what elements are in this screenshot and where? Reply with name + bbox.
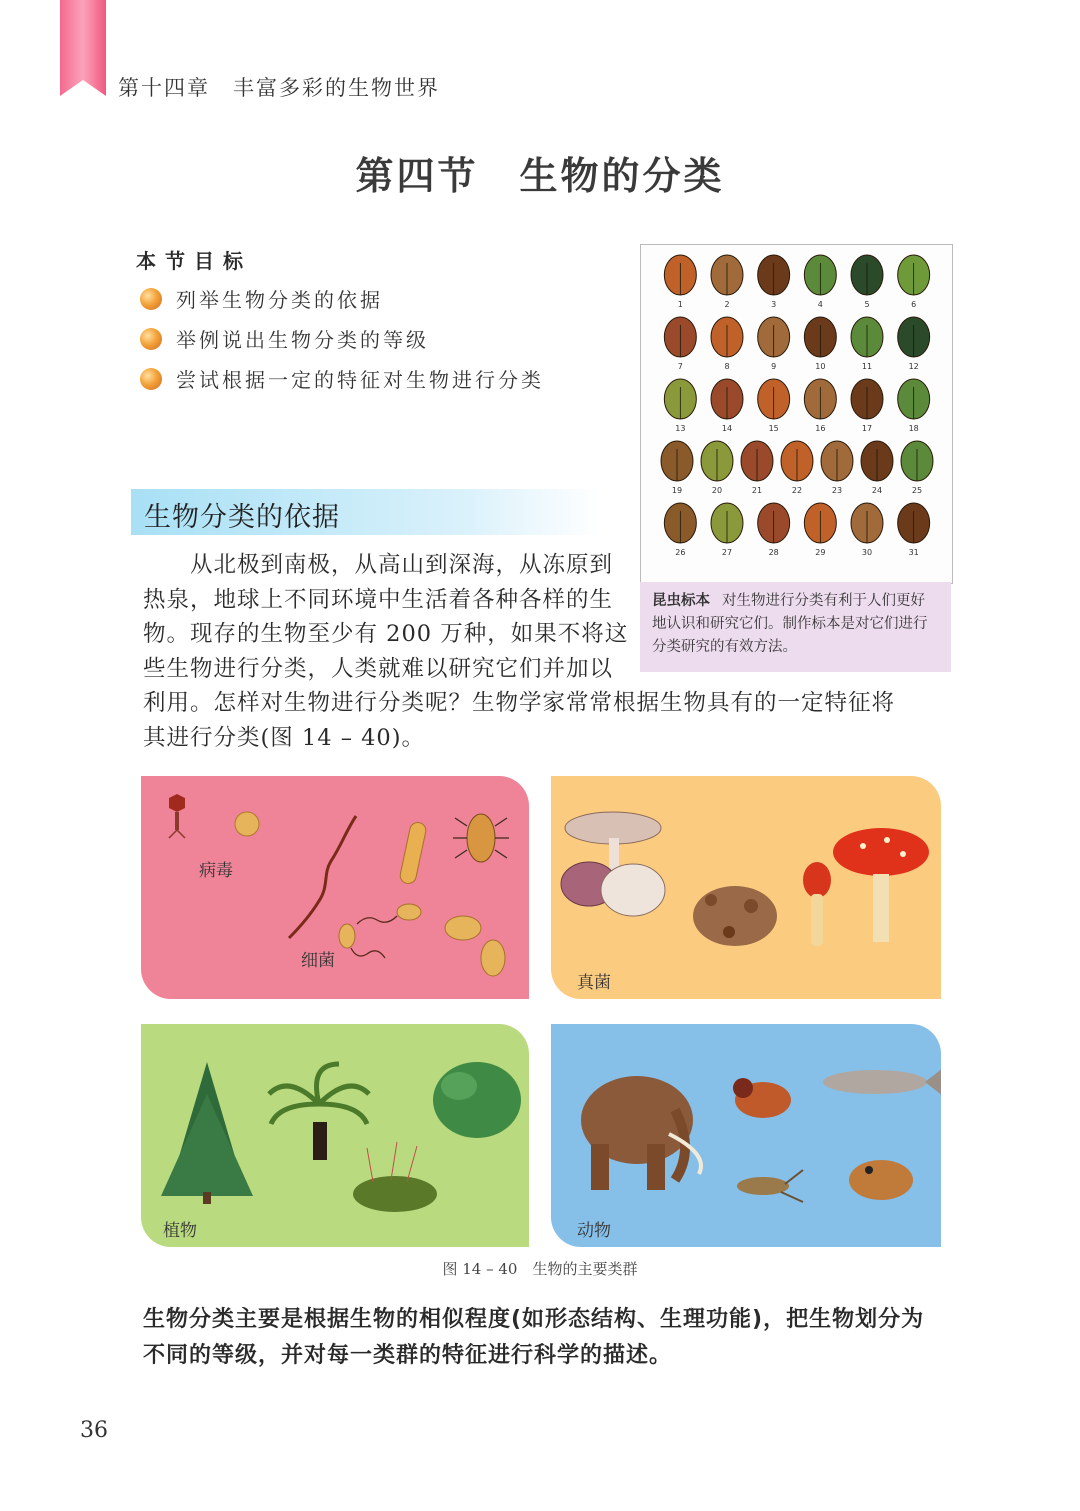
panel-plants: [141, 1024, 529, 1247]
bullet-icon: [140, 288, 162, 310]
bullet-icon: [140, 368, 162, 390]
beetle-specimen: [741, 441, 773, 495]
plants-illustration: [141, 1024, 529, 1247]
caption-title: 昆虫标本: [652, 593, 710, 609]
beetle-specimen: [711, 503, 743, 557]
beetle-number: 18: [908, 424, 919, 433]
beetle-specimen: [898, 503, 930, 557]
caption-text: 对生物进行分类有利于人们更好地认识和研究它们。制作标本是对它们进行分类研究的有效方法。: [652, 593, 928, 655]
beetle-specimen: [898, 255, 930, 309]
label-fungi: 真菌: [577, 973, 611, 993]
beetle-specimen: [758, 255, 790, 309]
bookmark-ribbon-icon: [60, 0, 106, 96]
chapter-title: 第十四章 丰富多彩的生物世界: [118, 76, 440, 100]
beetle-number: 27: [721, 548, 733, 557]
beetle-specimen: [821, 441, 853, 495]
beetle-number: 10: [815, 362, 826, 371]
fungi-illustration: [551, 776, 941, 999]
beetle-specimen: [804, 503, 836, 557]
label-plants: 植物: [163, 1221, 197, 1241]
beetle-number: 2: [724, 300, 730, 309]
beetle-specimen: [664, 503, 696, 557]
beetle-specimen: [758, 317, 790, 371]
beetle-specimen: [851, 255, 883, 309]
beetle-number: 17: [861, 424, 873, 433]
beetle-number: 24: [871, 486, 883, 495]
beetle-specimen: [664, 317, 696, 371]
goal-item: 尝试根据一定的特征对生物进行分类: [140, 364, 544, 393]
beetle-number: 5: [864, 300, 870, 309]
beetle-number: 4: [817, 300, 823, 309]
goals-heading: 本节目标: [136, 249, 252, 273]
beetle-number: 30: [861, 548, 873, 557]
microbes-illustration: [141, 776, 529, 999]
beetle-number: 23: [831, 486, 843, 495]
insect-specimen-photo: [640, 244, 953, 584]
beetle-number: 3: [771, 300, 777, 309]
label-bacteria: 细菌: [301, 951, 335, 971]
beetle-number: 9: [771, 362, 777, 371]
goal-item: 举例说出生物分类的等级: [140, 324, 429, 353]
beetle-specimen: [664, 255, 696, 309]
beetle-number: 28: [768, 548, 779, 557]
beetle-specimen: [804, 255, 836, 309]
figure-caption: 图 14 – 40 生物的主要类群: [442, 1260, 638, 1278]
beetle-specimen: [861, 441, 893, 495]
panel-animals: [551, 1024, 941, 1247]
beetle-specimen: [898, 379, 930, 433]
beetle-number: 1: [677, 300, 683, 309]
beetle-number: 13: [675, 424, 686, 433]
specimen-caption: [640, 582, 951, 672]
label-virus: 病毒: [199, 861, 233, 881]
goal-item: 列举生物分类的依据: [140, 284, 383, 313]
beetle-specimen: [804, 379, 836, 433]
beetle-specimen: [711, 317, 743, 371]
beetle-number: 15: [768, 424, 779, 433]
closing-paragraph: 生物分类主要是根据生物的相似程度(如形态结构、生理功能)，把生物划分为不同的等级，并对每一类群的特征进行科学的描述。: [143, 1307, 925, 1368]
beetle-number: 31: [908, 548, 919, 557]
beetle-specimen: [851, 503, 883, 557]
beetle-number: 26: [675, 548, 686, 557]
beetle-specimen: [701, 441, 733, 495]
beetle-specimen: [664, 379, 696, 433]
bullet-icon: [140, 328, 162, 350]
paragraph-wide: 利用。怎样对生物进行分类呢？生物学家常常根据生物具有的一定特征将 其进行分类(图 14 – 40)。: [143, 690, 896, 751]
beetle-number: 22: [791, 486, 803, 495]
label-animals: 动物: [577, 1221, 611, 1241]
beetle-grid: [641, 245, 952, 583]
beetle-specimen: [804, 317, 836, 371]
section-title: 第四节 生物的分类: [355, 154, 725, 198]
beetle-number: 6: [911, 300, 917, 309]
beetle-number: 19: [671, 486, 683, 495]
beetle-specimen: [758, 379, 790, 433]
beetle-specimen: [851, 379, 883, 433]
page-number: 36: [80, 1418, 108, 1443]
beetle-number: 21: [751, 486, 763, 495]
beetle-specimen: [758, 503, 790, 557]
subheading: 生物分类的依据: [144, 502, 340, 533]
beetle-specimen: [661, 441, 693, 495]
paragraph-narrow: 从北极到南极，从高山到深海，从冻原到 热泉，地球上不同环境中生活着各种各样的生 物。现存的生物至少有 200 万种，如果不将这 些生物进行分类，人类就难以研究它们并加以: [143, 552, 629, 682]
panel-fungi: [551, 776, 941, 999]
beetle-number: 12: [908, 362, 919, 371]
beetle-number: 14: [721, 424, 733, 433]
animals-illustration: [551, 1024, 941, 1247]
beetle-specimen: [851, 317, 883, 371]
beetle-number: 20: [711, 486, 723, 495]
beetle-number: 29: [815, 548, 826, 557]
beetle-number: 11: [861, 362, 873, 371]
beetle-number: 8: [724, 362, 730, 371]
beetle-specimen: [898, 317, 930, 371]
beetle-specimen: [711, 255, 743, 309]
beetle-number: 7: [677, 362, 683, 371]
beetle-specimen: [781, 441, 813, 495]
beetle-specimen: [711, 379, 743, 433]
beetle-specimen: [901, 441, 933, 495]
panel-virus-bacteria: [141, 776, 529, 999]
beetle-number: 16: [815, 424, 826, 433]
beetle-number: 25: [911, 486, 923, 495]
